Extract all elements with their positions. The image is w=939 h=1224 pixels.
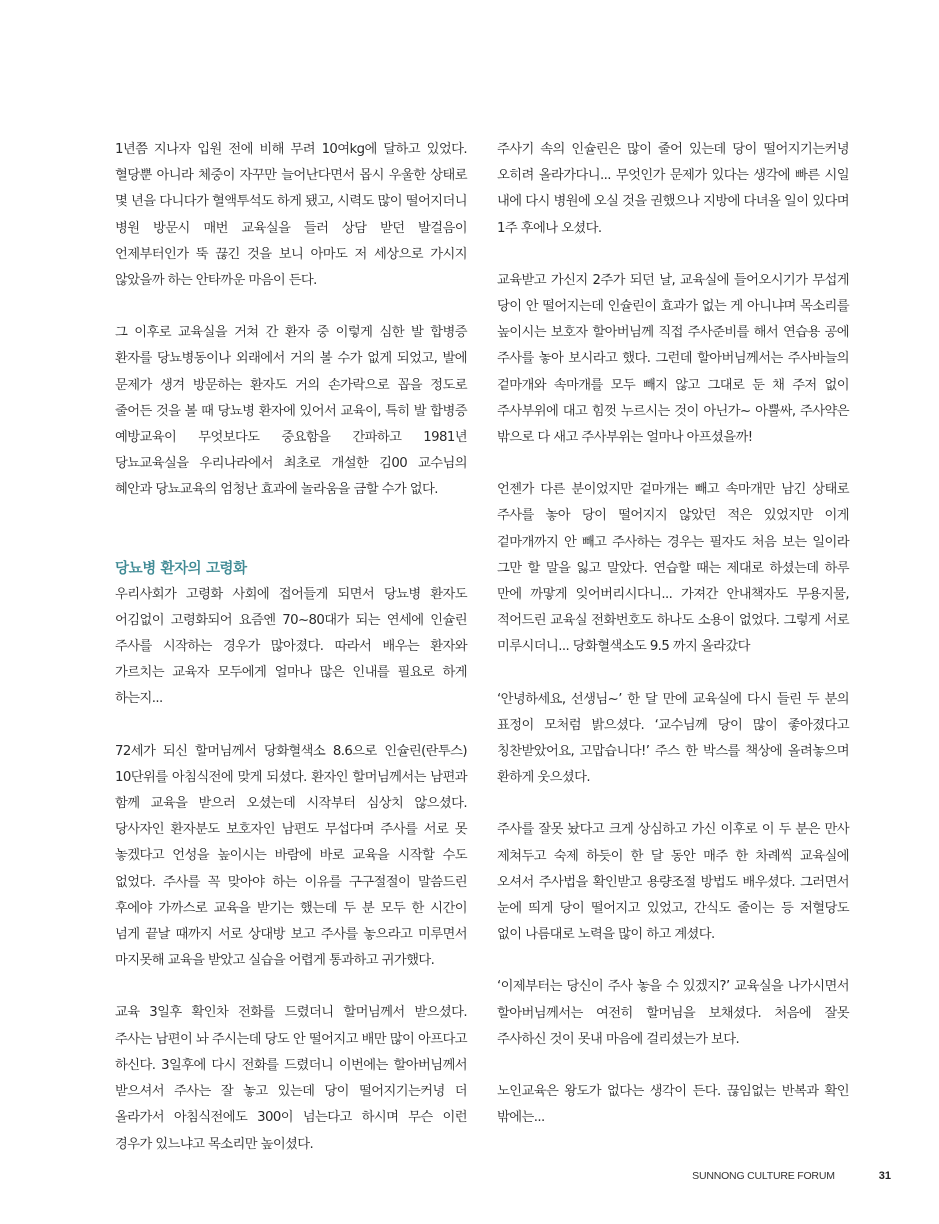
page-footer <box>692 1170 891 1182</box>
paragraph: 주사기 속의 인슐린은 많이 줄어 있는데 당이 떨어지기는커녕 오히려 올라가다니... 무엇인가 문제가 있다는 생각에 빠른 시일 내에 다시 병원에 오실 것을 권했으나 지방에 다녀올 일이 있다며 1주 후에나 오셨다. <box>497 142 849 236</box>
paragraph: 교육받고 가신지 2주가 되던 날, 교육실에 들어오시기가 무섭게 당이 안 떨어지는데 인슐린이 효과가 없는 게 아니냐며 목소리를 높이시는 보호자 할아버님께 직접 주사준비를 해서 연습용 공에 주사를 놓아 보시라고 했다. 그런데 할아버님께서는 주사바늘의 겉마개와 속마개를 모두 빼지 않고 그대로 둔 채 주저 없이 주사부위에 대고 힘껏 누르시는 것이 아닌가~ 아뿔싸, 주사약은 밖으로 다 새고 주사부위는 얼마나 아프셨을까! <box>497 272 849 446</box>
left-column <box>115 137 467 1158</box>
page-number: 31 <box>878 1170 891 1182</box>
section-heading: 당뇨병 환자의 고령화 <box>115 560 247 577</box>
paragraph: 1년쯤 지나자 입원 전에 비해 무려 10여kg에 달하고 있었다. 혈당뿐 아니라 체중이 자꾸만 늘어난다면서 몹시 우울한 상태로 몇 년을 다니다가 혈액투석도 하게 됐고, 시력도 많이 떨어지더니 병원 방문시 매번 교육실을 들러 상담 받던 발걸음이 언제부터인가 뚝 끊긴 것을 보니 아마도 저 세상으로 가시지 않았을까 하는 안타까운 마음이 든다. <box>115 142 467 289</box>
paragraph: 노인교육은 왕도가 없다는 생각이 든다. 끊임없는 반복과 확인 밖에는... <box>497 1084 849 1126</box>
paragraph: 그 이후로 교육실을 거쳐 간 환자 중 이렇게 심한 발 합병증 환자를 당뇨병동이나 외래에서 거의 볼 수가 없게 되었고, 발에 문제가 생겨 방문하는 환자도 거의 손가락으로 꼽을 정도로 줄어든 것을 볼 때 당뇨병 환자에 있어서 교육이, 특히 발 합병증 예방교육이 무엇보다도 중요함을 간파하고 1981년 당뇨교육실을 우리나라에서 최초로 개설한 김00 교수님의 혜안과 당뇨교육의 엄청난 효과에 놀라움을 금할 수가 없다. <box>115 325 467 498</box>
paragraph: 언젠가 다른 분이었지만 겉마개는 빼고 속마개만 남긴 상태로 주사를 놓아 당이 떨어지지 않았던 적은 있었지만 이게 겉마개까지 안 빼고 주사하는 경우는 필자도 처음 보는 일이라 그만 할 말을 잃고 말았다. 연습할 때는 제대로 하셨는데 하루 만에 까맣게 잊어버리시다니... 가져간 안내책자도 무용지물, 적어드린 교육실 전화번호도 하나도 소용이 없었다. 그렇게 서로 미루시더니... 당화혈색소도 9.5 까지 올라갔다 <box>497 482 849 655</box>
right-column <box>497 137 849 1132</box>
publication-name: SUNNONG CULTURE FORUM <box>692 1170 835 1182</box>
paragraph: 교육 3일후 확인차 전화를 드렸더니 할머님께서 받으셨다. 주사는 남편이 놔 주시는데 당도 안 떨어지고 배만 많이 아프다고 하신다. 3일후에 다시 전화를 드렸더니 이번에는 할아버님께서 받으셔서 주사는 잘 놓고 있는데 당이 떨어지기는커녕 더 올라가서 아침식전에도 300이 넘는다고 하시며 무슨 이런 경우가 있느냐고 목소리만 높이셨다. <box>115 1005 467 1152</box>
paragraph: 주사를 잘못 놨다고 크게 상심하고 가신 이후로 이 두 분은 만사 제쳐두고 숙제 하듯이 한 달 동안 매주 한 차례씩 교육실에 오셔서 주사법을 확인받고 용량조절 방법도 배우셨다. 그러면서 눈에 띄게 당이 떨어지고 있었고, 간식도 줄이는 등 저혈당도 없이 나름대로 노력을 많이 하고 계셨다. <box>497 822 849 943</box>
paragraph: 우리사회가 고령화 사회에 접어들게 되면서 당뇨병 환자도 어김없이 고령화되어 요즘엔 70~80대가 되는 연세에 인슐린 주사를 시작하는 경우가 많아졌다. 따라서 배우는 환자와 가르치는 교육자 모두에게 얼마나 많은 인내를 필요로 하게 하는지... <box>115 586 467 707</box>
paragraph: ‘안녕하세요, 선생님~’ 한 달 만에 교육실에 다시 들린 두 분의 표정이 모처럼 밝으셨다. ‘교수님께 당이 많이 좋아졌다고 칭찬받았어요, 고맙습니다!’ 주스 한 박스를 책상에 올려놓으며 환하게 웃으셨다. <box>497 691 849 786</box>
paragraph: ‘이제부터는 당신이 주사 놓을 수 있겠지?’ 교육실을 나가시면서 할아버님께서는 여전히 할머님을 보채셨다. 처음에 잘못 주사하신 것이 못내 마음에 걸리셨는가 보다. <box>497 979 849 1047</box>
paragraph: 72세가 되신 할머님께서 당화혈색소 8.6으로 인슐린(란투스) 10단위를 아침식전에 맞게 되셨다. 환자인 할머님께서는 남편과 함께 교육을 받으러 오셨는데 시작부터 심상치 않으셨다. 당사자인 환자분도 보호자인 남편도 무섭다며 주사를 서로 못 놓겠다고 언성을 높이시는 바람에 바로 교육을 시작할 수도 없었다. 주사를 꼭 맞아야 하는 이유를 구구절절이 말씀드린 후에야 가까스로 교육을 받기는 했는데 두 분 모두 한 시간이 넘게 끝날 때까지 서로 상대방 보고 주사를 놓으라고 미루면서 마지못해 교육을 받았고 실습을 어렵게 통과하고 귀가했다. <box>115 743 467 969</box>
